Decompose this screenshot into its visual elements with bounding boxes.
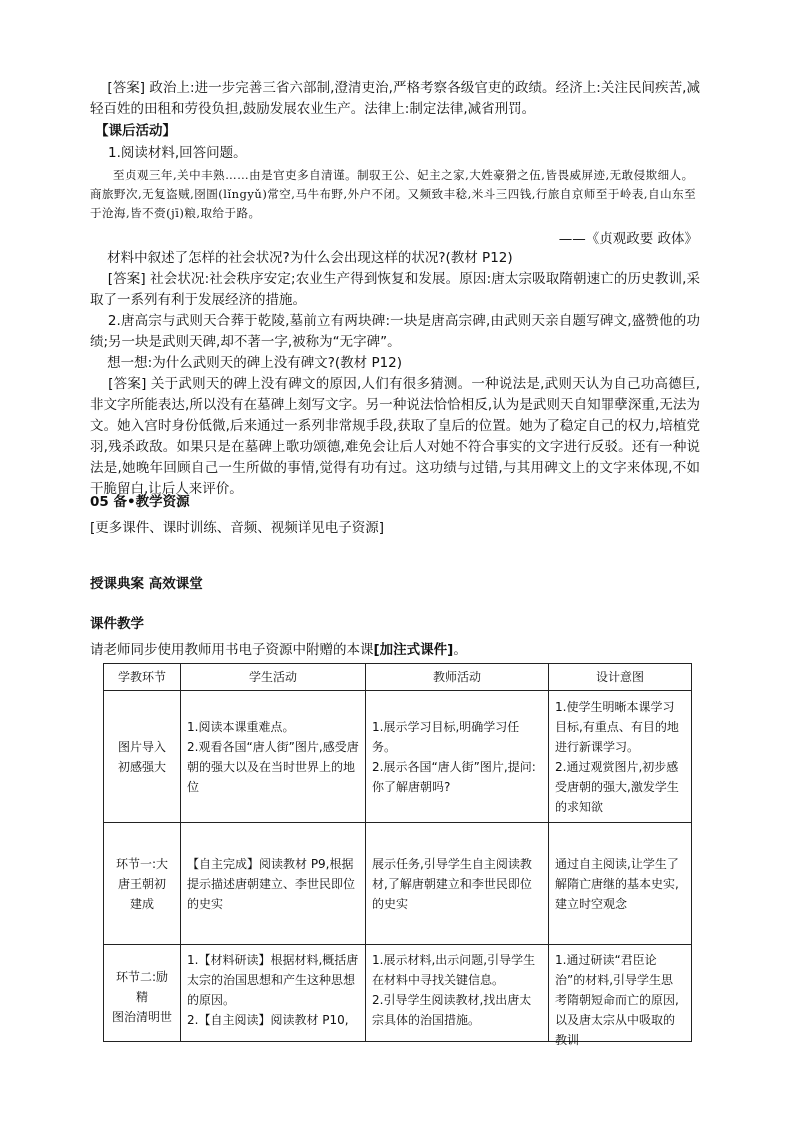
teacher-item: 2.引导学生阅读教材,找出唐太宗具体的治国措施。 <box>372 993 532 1027</box>
note-text: 请老师同步使用教师用书电子资源中附赠的本课 <box>90 642 374 658</box>
question-2-intro-text: 2.唐高宗与武则天合葬于乾陵,墓前立有两块碑:一块是唐高宗碑,由武则天亲自题写碑文,盛赞他的功绩;另一块是武则天碑,却不著一字,被称为“无字碑”。 <box>90 313 700 350</box>
student-item: 1.【材料研读】根据材料,概括唐太宗的治国思想和产生这种思想的原因。 <box>187 953 359 1007</box>
table-row <box>104 823 692 945</box>
intent-cell <box>549 823 692 945</box>
header-intent: 设计意图 <box>549 664 692 691</box>
student-item: 2.【自主阅读】阅读教材 P10, <box>187 1013 349 1027</box>
stage-line: 图片导入 <box>117 739 166 754</box>
courseware-note <box>90 640 700 661</box>
teacher-item: 展示任务,引导学生自主阅读教材,了解唐朝建立和李世民即位的史实 <box>372 856 532 911</box>
stage-cell <box>104 823 181 945</box>
answer-paragraph-1 <box>90 78 700 120</box>
stage-cell <box>104 945 181 1042</box>
question-2-answer <box>90 374 700 500</box>
header-student: 学生活动 <box>181 664 366 691</box>
answer-text: 社会状况:社会秩序安定;农业生产得到恢复和发展。原因:唐太宗吸取隋朝速亡的历史教训,采取了一系列有利于发展经济的措施。 <box>90 271 700 308</box>
teacher-item: 2.展示各国“唐人街”图片,提问:你了解唐朝吗? <box>372 759 536 794</box>
answer-label: [答案] <box>107 271 146 287</box>
answer-label: [答案] <box>108 376 147 392</box>
intent-cell <box>549 691 692 823</box>
question-1-question: 材料中叙述了怎样的社会状况?为什么会出现这样的状况?(教材 P12) <box>107 250 513 266</box>
answer-label: [答案] <box>107 80 146 96</box>
header-teacher: 教师活动 <box>366 664 549 691</box>
courseware-subtitle: 课件教学 <box>90 616 144 632</box>
teacher-item: 1.展示材料,出示问题,引导学生在材料中寻找关键信息。 <box>372 953 536 987</box>
question-2-intro <box>90 311 700 353</box>
answer-text: 政治上:进一步完善三省六部制,澄清吏治,严格考察各级官吏的政绩。经济上:关注民间疾苦,减轻百姓的田租和劳役负担,鼓励发展农业生产。法律上:制定法律,减省刑罚。 <box>90 80 700 117</box>
intent-item: 1.使学生明晰本课学习目标,有重点、有目的地进行新课学习。 <box>555 699 679 754</box>
intent-item: 2.通过观赏图片,初步感受唐朝的强大,激发学生的求知欲 <box>555 759 679 814</box>
stage-line: 环节二:励精 <box>115 970 169 1004</box>
intent-cell-content <box>555 950 685 1047</box>
stage-line: 初感强大 <box>117 759 166 774</box>
question-2-question <box>90 353 700 374</box>
student-cell <box>181 945 366 1042</box>
after-class-heading: 【课后活动】 <box>95 123 176 139</box>
stage-line: 建成 <box>129 896 154 911</box>
teacher-cell <box>366 823 549 945</box>
note-end: 。 <box>453 642 467 658</box>
stage-cell <box>104 691 181 823</box>
question-1-text <box>90 248 700 269</box>
intent-item: 1.通过研读“君臣论治”的材料,引导学生思考隋朝短命而亡的原因,以及唐太宗从中吸取的教训 <box>555 953 679 1047</box>
table-row <box>104 691 692 823</box>
student-item: 1.阅读本课重难点。 <box>187 719 295 734</box>
stage-line: 唐王朝初 <box>117 876 166 891</box>
answer-text: 关于武则天的碑上没有碑文的原因,人们有很多猜测。一种说法是,武则天认为自己功高德巨,非文字所能表达,所以没有在墓碑上刻写文字。另一种说法恰恰相反,认为是武则天自知罪孽深重,无法为文。她入宫时身份低微,后来通过一系列非常规手段,获取了皇后的位置。她为了稳定自己的权力,培植党羽,残杀政敌。如果只是在墓碑上歌功颂德,难免会让后人对她不符合事实的文字进行反驳。还有一种说法是,她晚年回顾自己一生所做的事情,觉得有功有过。这功绩与过错,与其用碑文上的文字来体现,不如干脆留白,让后人来评价。 <box>90 376 700 497</box>
student-cell-content <box>187 950 359 1030</box>
lesson-plan-table <box>103 663 692 1047</box>
intent-cell <box>549 945 692 1047</box>
courseware-link[interactable]: [加注式课件] <box>373 642 454 658</box>
student-cell <box>181 823 366 945</box>
history-quote: 至贞观三年,关中丰熟……由是官吏多自清谨。制驭王公、妃主之家,大姓豪猾之伍,皆畏威屏迹,无敢侵欺细人。商旅野次,无复盗贼,囹圄(lǐngyǔ)常空,马牛布野,外户不闭。又频致丰稔,米斗三四钱,行旅自京师至于岭表,自山东至于沧海,皆不赍(jī)粮,取给于路。 <box>90 168 697 220</box>
quote-source: ——《贞观政要 政体》 <box>558 231 698 247</box>
table-row <box>104 945 692 1042</box>
resources-note: [更多课件、课时训练、音频、视频详见电子资源] <box>90 520 385 536</box>
student-item: 2.观看各国“唐人街”图片,感受唐朝的强大以及在当时世界上的地位 <box>187 739 359 794</box>
question-2-question-text: 想一想:为什么武则天的碑上没有碑文?(教材 P12) <box>107 355 403 371</box>
classroom-title: 授课典案 高效课堂 <box>90 576 203 592</box>
teacher-cell <box>366 691 549 823</box>
student-item: 【自主完成】阅读教材 P9,根据提示描述唐朝建立、李世民即位的史实 <box>187 856 356 911</box>
stage-line: 环节一:大 <box>115 856 169 871</box>
intent-item: 通过自主阅读,让学生了解隋亡唐继的基本史实,建立时空观念 <box>555 856 679 911</box>
teacher-item: 1.展示学习目标,明确学习任务。 <box>372 719 520 754</box>
question-1-answer <box>90 269 700 311</box>
student-cell <box>181 691 366 823</box>
table-header-row <box>104 664 692 691</box>
stage-line: 图治清明世 <box>111 1010 172 1024</box>
teacher-cell-content <box>372 950 542 1030</box>
question-1-intro: 1.阅读材料,回答问题。 <box>108 145 247 161</box>
teacher-cell <box>366 945 549 1042</box>
section-05-title: 05 备•教学资源 <box>90 494 190 510</box>
header-stage: 学教环节 <box>104 664 181 691</box>
